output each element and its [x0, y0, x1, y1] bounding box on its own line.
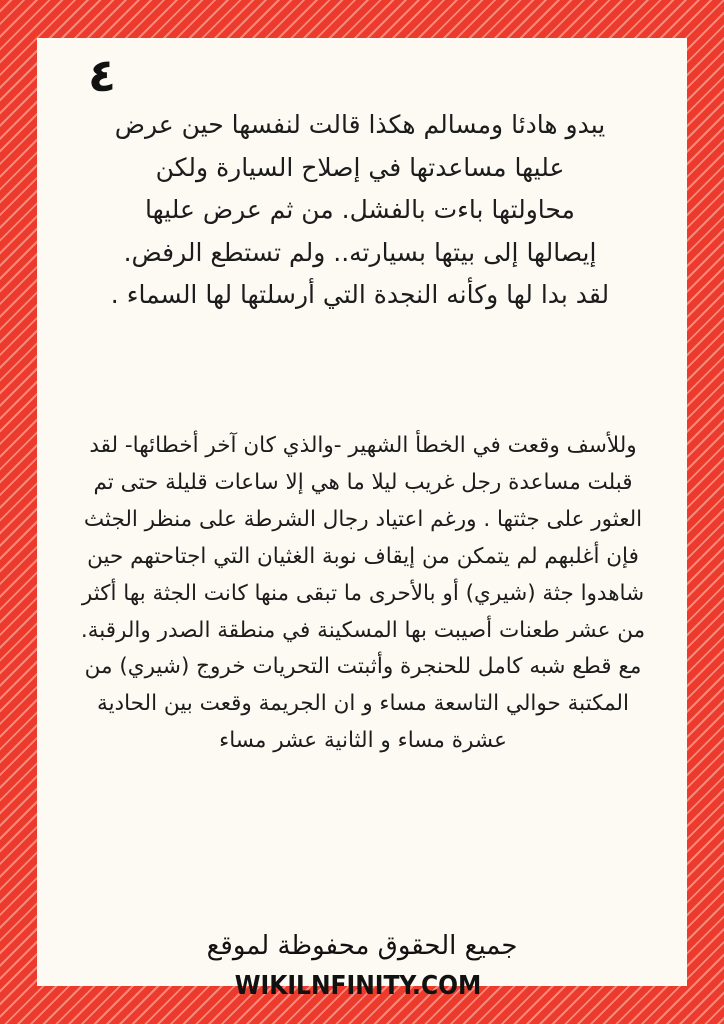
- page-number: ٤: [88, 48, 117, 102]
- copyright-footer: [100, 926, 624, 1006]
- story-paragraph-2: وللأسف وقعت في الخطأ الشهير -والذي كان آخر أخطائها- لقد قبلت مساعدة رجل غريب ليلا ما هي إلا ساعات قليلة حتى تم العثور على جثتها . ورغم اعتياد رجال الشرطة على منظر الجثث فإن أغلبهم لم يتمكن من إيقاف نوبة الغثيان التي اجتاحتهم حين شاهدوا جثة (شيري) أو بالأحرى ما تبقى منها كانت الجثة بها أكثر من عشر طعنات أصيبت بها المسكينة في منطقة الصدر والرقبة. مع قطع شبه كامل للحنجرة وأثبتت التحريات خروج (شيري) من المكتبة حوالي التاسعة مساء و ان الجريمة وقعت بين الحادية عشرة مساء و الثانية عشر مساء: [80, 433, 646, 754]
- rights-text: جميع الحقوق محفوظة لموقع: [206, 931, 518, 961]
- site-name: WIKILNFINITY.COM: [234, 971, 482, 1001]
- story-paragraph-1: يبدو هادئا ومسالم هكذا قالت لنفسها حين عرض عليها مساعدتها في إصلاح السيارة ولكن محاولتها باءت بالفشل. من ثم عرض عليها إيصالها إلى بيتها بسيارته.. ولم تستطع الرفض. لقد بدا لها وكأنه النجدة التي أرسلتها لها السماء .: [110, 110, 610, 309]
